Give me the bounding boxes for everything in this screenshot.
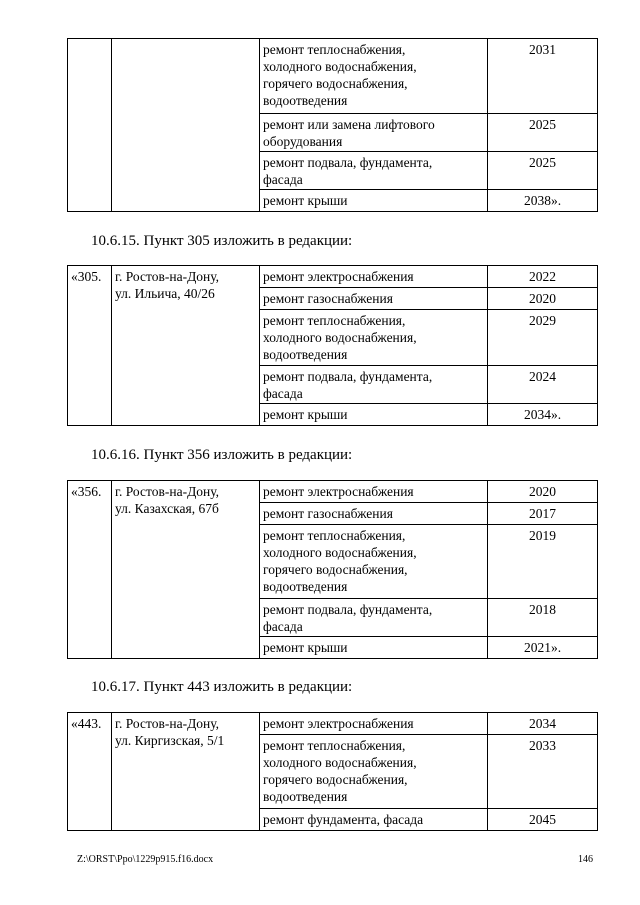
year-cell: 2020 (488, 481, 598, 503)
table-continuation (67, 38, 598, 212)
address-cell: г. Ростов-на-Дону, ул. Казахская, 67б (112, 481, 260, 659)
year-cell: 2025 (488, 114, 598, 152)
table-row (68, 39, 598, 114)
work-type-cell: ремонт крыши (260, 404, 488, 426)
work-type-cell: ремонт электроснабжения (260, 481, 488, 503)
item-number-cell (68, 39, 112, 212)
work-type-cell: ремонт теплоснабжения, холодного водоснабжения, горячего водоснабжения, водоотведения (260, 39, 488, 114)
work-type-cell: ремонт фундамента, фасада (260, 809, 488, 831)
year-cell: 2020 (488, 288, 598, 310)
year-cell: 2017 (488, 503, 598, 525)
work-type-cell: ремонт теплоснабжения, холодного водоснабжения, водоотведения (260, 310, 488, 366)
work-type-cell: ремонт или замена лифтового оборудования (260, 114, 488, 152)
work-type-cell: ремонт теплоснабжения, холодного водоснабжения, горячего водоснабжения, водоотведения (260, 735, 488, 809)
year-cell: 2024 (488, 366, 598, 404)
table-row (68, 713, 598, 735)
table-356 (67, 480, 598, 659)
section-heading-356: 10.6.16. Пункт 356 изложить в редакции: (91, 447, 353, 463)
year-cell: 2019 (488, 525, 598, 599)
year-cell: 2022 (488, 266, 598, 288)
footer-file-path: Z:\ORST\Ppo\1229p915.f16.docx (77, 854, 214, 865)
year-cell: 2033 (488, 735, 598, 809)
work-type-cell: ремонт газоснабжения (260, 288, 488, 310)
work-type-cell: ремонт теплоснабжения, холодного водоснабжения, горячего водоснабжения, водоотведения (260, 525, 488, 599)
section-heading-305: 10.6.15. Пункт 305 изложить в редакции: (91, 233, 353, 249)
work-type-cell: ремонт крыши (260, 637, 488, 659)
address-cell: г. Ростов-на-Дону, ул. Киргизская, 5/1 (112, 713, 260, 831)
item-number-cell: «305. (68, 266, 112, 426)
year-cell: 2038». (488, 190, 598, 212)
table-305 (67, 265, 598, 426)
work-type-cell: ремонт подвала, фундамента, фасада (260, 366, 488, 404)
year-cell: 2034 (488, 713, 598, 735)
year-cell: 2021». (488, 637, 598, 659)
work-type-cell: ремонт подвала, фундамента, фасада (260, 599, 488, 637)
year-cell: 2018 (488, 599, 598, 637)
year-cell: 2031 (488, 39, 598, 114)
item-number-cell: «356. (68, 481, 112, 659)
work-type-cell: ремонт подвала, фундамента, фасада (260, 152, 488, 190)
table-443 (67, 712, 598, 831)
address-cell: г. Ростов-на-Дону, ул. Ильича, 40/26 (112, 266, 260, 426)
year-cell: 2034». (488, 404, 598, 426)
year-cell: 2025 (488, 152, 598, 190)
work-type-cell: ремонт электроснабжения (260, 266, 488, 288)
section-heading-443: 10.6.17. Пункт 443 изложить в редакции: (91, 679, 353, 695)
work-type-cell: ремонт газоснабжения (260, 503, 488, 525)
address-cell (112, 39, 260, 212)
work-type-cell: ремонт электроснабжения (260, 713, 488, 735)
table-row (68, 266, 598, 288)
footer-page-number: 146 (578, 854, 593, 865)
table-row (68, 481, 598, 503)
work-type-cell: ремонт крыши (260, 190, 488, 212)
year-cell: 2029 (488, 310, 598, 366)
year-cell: 2045 (488, 809, 598, 831)
item-number-cell: «443. (68, 713, 112, 831)
